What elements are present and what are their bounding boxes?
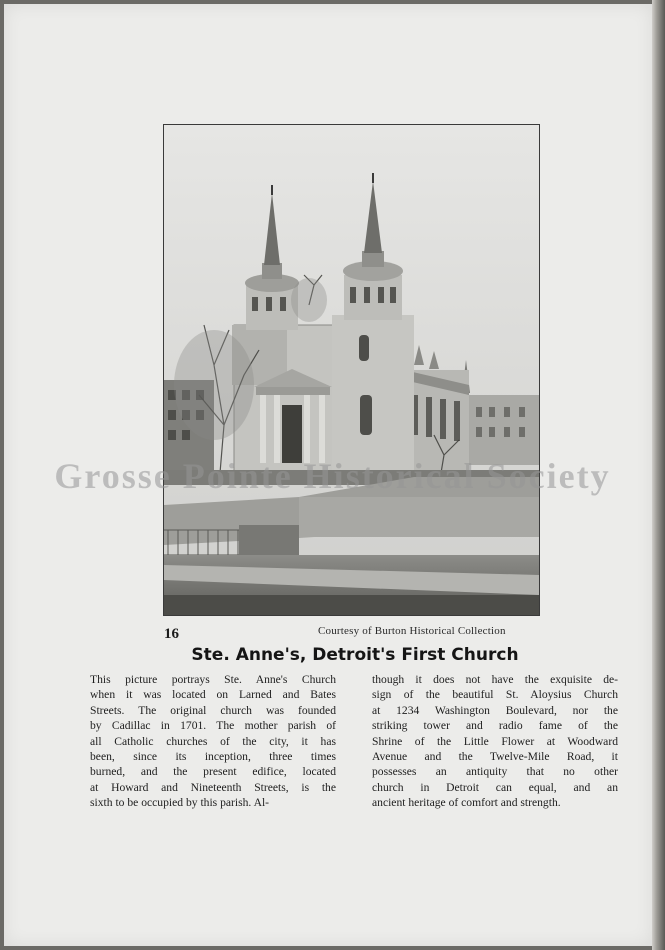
body-text-line: been, since its inception, three times xyxy=(90,749,336,763)
body-text-line: striking tower and radio fame of the xyxy=(372,719,618,733)
body-text-line: Avenue and the Twelve-Mile Road, it xyxy=(372,749,618,763)
body-text-line: all Catholic churches of the city, it has xyxy=(90,734,336,748)
body-text-line: though it does not have the exquisite de- xyxy=(372,673,618,686)
body-text-line: ancient heritage of comfort and strength. xyxy=(372,796,561,810)
body-text-line: Streets. The original church was founded xyxy=(90,703,336,717)
body-column-right xyxy=(372,672,618,811)
body-text-line: Shrine of the Little Flower at Woodward xyxy=(372,734,618,748)
body-text-line: at 1234 Washington Boulevard, nor the xyxy=(372,703,618,717)
body-text-line: by Cadillac in 1701. The mother parish of xyxy=(90,719,336,733)
photo-credit: Courtesy of Burton Historical Collection xyxy=(318,625,506,637)
body-text-line: sign of the beautiful St. Aloysius Church xyxy=(372,688,618,702)
page-number: 16 xyxy=(164,626,179,642)
body-text-line: sixth to be occupied by this parish. Al- xyxy=(90,796,270,810)
church-photograph xyxy=(163,124,540,616)
body-text-line: church in Detroit can equal, and an xyxy=(372,780,618,794)
body-column-left xyxy=(90,672,336,811)
body-text-line: This picture portrays Ste. Anne's Church xyxy=(90,673,336,686)
body-text-line: when it was located on Larned and Bates xyxy=(90,688,336,702)
article-title: Ste. Anne's, Detroit's First Church xyxy=(191,645,519,665)
watermark: Grosse Pointe Historical Society xyxy=(54,456,611,496)
body-text-line: burned, and the present edifice, located xyxy=(90,765,336,779)
body-text-line: at Howard and Nineteenth Streets, is the xyxy=(90,780,336,794)
body-text-line: possesses an antiquity that no other xyxy=(372,765,618,779)
